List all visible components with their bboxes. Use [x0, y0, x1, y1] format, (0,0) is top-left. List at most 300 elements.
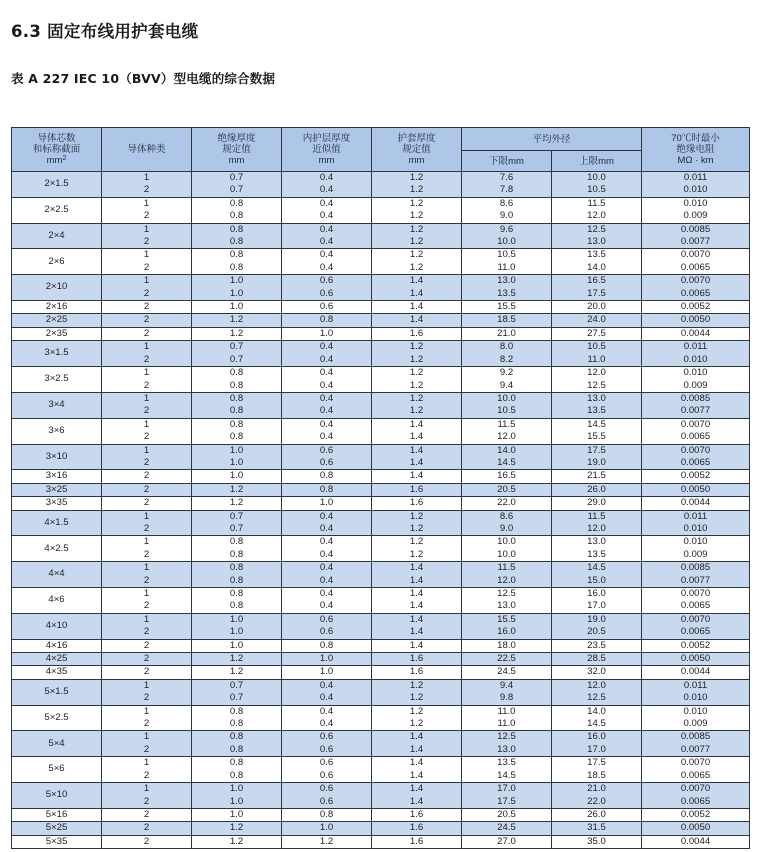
od-lower-cell: 24.5 [462, 666, 552, 679]
inner-sheath-cell: 1.0 [282, 666, 372, 679]
header-insulation [192, 128, 282, 172]
conductor-type-cell: 2 [102, 210, 192, 223]
resistance-cell: 0.009 [642, 718, 750, 731]
conductor-type-cell: 2 [102, 184, 192, 197]
od-lower-cell: 12.5 [462, 731, 552, 744]
od-lower-cell: 10.0 [462, 549, 552, 562]
resistance-cell: 0.0077 [642, 405, 750, 418]
spec-cell: 2×25 [12, 314, 102, 327]
inner-sheath-cell: 0.4 [282, 692, 372, 705]
od-lower-cell: 27.0 [462, 835, 552, 848]
insulation-cell: 1.0 [192, 639, 282, 652]
od-upper-cell: 31.5 [552, 822, 642, 835]
conductor-type-cell: 2 [102, 600, 192, 613]
sheath-cell: 1.6 [372, 483, 462, 496]
inner-sheath-cell: 0.4 [282, 588, 372, 601]
conductor-type-cell: 1 [102, 249, 192, 262]
inner-sheath-cell: 1.0 [282, 327, 372, 340]
spec-cell: 3×35 [12, 497, 102, 510]
od-lower-cell: 7.8 [462, 184, 552, 197]
od-lower-cell: 15.5 [462, 301, 552, 314]
inner-sheath-cell: 0.6 [282, 301, 372, 314]
spec-cell: 4×6 [12, 588, 102, 614]
table-row [12, 341, 750, 354]
inner-sheath-cell: 0.4 [282, 172, 372, 185]
insulation-cell: 0.7 [192, 510, 282, 523]
od-lower-cell: 10.5 [462, 405, 552, 418]
table-row [12, 588, 750, 601]
insulation-cell: 0.8 [192, 236, 282, 249]
insulation-cell: 0.8 [192, 367, 282, 380]
sheath-cell: 1.2 [372, 718, 462, 731]
header-resistance [642, 128, 750, 172]
inner-sheath-cell: 0.4 [282, 249, 372, 262]
od-lower-cell: 11.0 [462, 262, 552, 275]
od-upper-cell: 14.0 [552, 705, 642, 718]
spec-cell: 5×1.5 [12, 679, 102, 705]
resistance-cell: 0.0070 [642, 757, 750, 770]
od-upper-cell: 14.0 [552, 262, 642, 275]
resistance-cell: 0.0077 [642, 575, 750, 588]
sheath-cell: 1.2 [372, 197, 462, 210]
sheath-cell: 1.2 [372, 172, 462, 185]
od-lower-cell: 9.0 [462, 210, 552, 223]
table-row [12, 731, 750, 744]
header-inner-sheath [282, 128, 372, 172]
spec-cell: 3×25 [12, 483, 102, 496]
inner-sheath-cell: 1.0 [282, 653, 372, 666]
table-row [12, 327, 750, 340]
sheath-cell: 1.4 [372, 575, 462, 588]
resistance-cell: 0.0070 [642, 444, 750, 457]
sheath-cell: 1.4 [372, 770, 462, 783]
header-avg-od: 平均外径 [462, 128, 642, 151]
inner-sheath-cell: 0.6 [282, 613, 372, 626]
inner-sheath-cell: 0.4 [282, 392, 372, 405]
od-lower-cell: 13.5 [462, 757, 552, 770]
od-lower-cell: 18.0 [462, 639, 552, 652]
resistance-cell: 0.0077 [642, 744, 750, 757]
spec-cell: 5×10 [12, 783, 102, 809]
header-inner-sheath-line1: 内护层厚度 [302, 133, 351, 144]
table-row [12, 249, 750, 262]
resistance-cell: 0.0065 [642, 626, 750, 639]
conductor-type-cell: 1 [102, 588, 192, 601]
od-upper-cell: 16.0 [552, 731, 642, 744]
table-row [12, 197, 750, 210]
insulation-cell: 0.7 [192, 354, 282, 367]
resistance-cell: 0.010 [642, 705, 750, 718]
table-row [12, 431, 750, 444]
sheath-cell: 1.2 [372, 549, 462, 562]
table-row [12, 613, 750, 626]
insulation-cell: 0.7 [192, 523, 282, 536]
insulation-cell: 0.8 [192, 431, 282, 444]
od-upper-cell: 16.0 [552, 588, 642, 601]
conductor-type-cell: 2 [102, 314, 192, 327]
insulation-cell: 0.7 [192, 679, 282, 692]
od-upper-cell: 27.5 [552, 327, 642, 340]
insulation-cell: 1.2 [192, 483, 282, 496]
od-upper-cell: 12.0 [552, 210, 642, 223]
od-upper-cell: 24.0 [552, 314, 642, 327]
insulation-cell: 0.8 [192, 718, 282, 731]
od-upper-cell: 11.5 [552, 197, 642, 210]
od-upper-cell: 17.5 [552, 444, 642, 457]
od-lower-cell: 16.5 [462, 470, 552, 483]
table-row [12, 392, 750, 405]
insulation-cell: 0.8 [192, 223, 282, 236]
inner-sheath-cell: 0.4 [282, 367, 372, 380]
insulation-cell: 1.0 [192, 470, 282, 483]
conductor-type-cell: 1 [102, 757, 192, 770]
od-upper-cell: 11.5 [552, 510, 642, 523]
inner-sheath-cell: 0.4 [282, 210, 372, 223]
insulation-cell: 0.8 [192, 705, 282, 718]
header-conductor-type: 导体种类 [102, 128, 192, 172]
conductor-type-cell: 2 [102, 666, 192, 679]
conductor-type-cell: 1 [102, 783, 192, 796]
table-row [12, 549, 750, 562]
table-row [12, 796, 750, 809]
resistance-cell: 0.0070 [642, 418, 750, 431]
table-row [12, 275, 750, 288]
header-spec-sup: 2 [62, 155, 67, 162]
table-row [12, 236, 750, 249]
resistance-cell: 0.0065 [642, 431, 750, 444]
table-row [12, 705, 750, 718]
od-lower-cell: 10.0 [462, 392, 552, 405]
sheath-cell: 1.2 [372, 380, 462, 393]
insulation-cell: 0.8 [192, 757, 282, 770]
conductor-type-cell: 1 [102, 731, 192, 744]
sheath-cell: 1.6 [372, 653, 462, 666]
resistance-cell: 0.010 [642, 354, 750, 367]
od-upper-cell: 15.0 [552, 575, 642, 588]
od-upper-cell: 17.0 [552, 744, 642, 757]
od-upper-cell: 14.5 [552, 718, 642, 731]
conductor-type-cell: 1 [102, 536, 192, 549]
insulation-cell: 0.7 [192, 172, 282, 185]
inner-sheath-cell: 0.6 [282, 783, 372, 796]
od-lower-cell: 11.5 [462, 562, 552, 575]
sheath-cell: 1.6 [372, 666, 462, 679]
od-upper-cell: 14.5 [552, 562, 642, 575]
resistance-cell: 0.010 [642, 184, 750, 197]
od-lower-cell: 14.5 [462, 770, 552, 783]
table-row [12, 757, 750, 770]
insulation-cell: 1.2 [192, 314, 282, 327]
spec-cell: 2×10 [12, 275, 102, 301]
sheath-cell: 1.2 [372, 367, 462, 380]
inner-sheath-cell: 0.4 [282, 523, 372, 536]
table-row [12, 808, 750, 821]
od-upper-cell: 12.5 [552, 223, 642, 236]
table-row [12, 822, 750, 835]
od-lower-cell: 22.0 [462, 497, 552, 510]
inner-sheath-cell: 0.4 [282, 718, 372, 731]
spec-cell: 2×6 [12, 249, 102, 275]
conductor-type-cell: 1 [102, 341, 192, 354]
insulation-cell: 1.0 [192, 457, 282, 470]
resistance-cell: 0.0052 [642, 639, 750, 652]
header-insulation-line3: mm [228, 155, 245, 166]
insulation-cell: 1.2 [192, 327, 282, 340]
conductor-type-cell: 2 [102, 301, 192, 314]
insulation-cell: 1.0 [192, 301, 282, 314]
od-lower-cell: 10.5 [462, 249, 552, 262]
insulation-cell: 1.0 [192, 275, 282, 288]
spec-cell: 2×4 [12, 223, 102, 249]
table-row [12, 666, 750, 679]
od-lower-cell: 9.8 [462, 692, 552, 705]
inner-sheath-cell: 0.4 [282, 705, 372, 718]
spec-cell: 5×35 [12, 835, 102, 848]
conductor-type-cell: 2 [102, 639, 192, 652]
conductor-type-cell: 2 [102, 808, 192, 821]
od-lower-cell: 10.0 [462, 536, 552, 549]
table-row [12, 626, 750, 639]
conductor-type-cell: 1 [102, 613, 192, 626]
table-row [12, 510, 750, 523]
od-upper-cell: 20.0 [552, 301, 642, 314]
conductor-type-cell: 2 [102, 497, 192, 510]
od-lower-cell: 18.5 [462, 314, 552, 327]
header-spec-unit [12, 155, 101, 166]
table-row [12, 444, 750, 457]
od-lower-cell: 13.0 [462, 275, 552, 288]
sheath-cell: 1.6 [372, 497, 462, 510]
spec-cell: 5×16 [12, 808, 102, 821]
inner-sheath-cell: 0.6 [282, 731, 372, 744]
conductor-type-cell: 1 [102, 444, 192, 457]
od-lower-cell: 11.0 [462, 705, 552, 718]
conductor-type-cell: 2 [102, 457, 192, 470]
sheath-cell: 1.2 [372, 392, 462, 405]
table-row [12, 483, 750, 496]
table-row [12, 497, 750, 510]
sheath-cell: 1.6 [372, 327, 462, 340]
table-row [12, 536, 750, 549]
insulation-cell: 0.8 [192, 562, 282, 575]
od-upper-cell: 17.0 [552, 600, 642, 613]
insulation-cell: 1.2 [192, 666, 282, 679]
inner-sheath-cell: 1.0 [282, 497, 372, 510]
od-upper-cell: 10.0 [552, 172, 642, 185]
resistance-cell: 0.0044 [642, 835, 750, 848]
resistance-cell: 0.009 [642, 210, 750, 223]
od-lower-cell: 22.5 [462, 653, 552, 666]
table-row [12, 653, 750, 666]
table-row [12, 314, 750, 327]
resistance-cell: 0.0070 [642, 613, 750, 626]
sheath-cell: 1.4 [372, 431, 462, 444]
conductor-type-cell: 2 [102, 575, 192, 588]
resistance-cell: 0.0052 [642, 470, 750, 483]
sheath-cell: 1.2 [372, 210, 462, 223]
resistance-cell: 0.011 [642, 679, 750, 692]
section-title: 6.3 固定布线用护套电缆 [11, 22, 199, 41]
table-row [12, 835, 750, 848]
od-upper-cell: 22.0 [552, 796, 642, 809]
insulation-cell: 0.8 [192, 392, 282, 405]
conductor-type-cell: 2 [102, 653, 192, 666]
sheath-cell: 1.4 [372, 613, 462, 626]
conductor-type-cell: 1 [102, 705, 192, 718]
insulation-cell: 0.8 [192, 575, 282, 588]
od-upper-cell: 23.5 [552, 639, 642, 652]
resistance-cell: 0.009 [642, 380, 750, 393]
od-upper-cell: 28.5 [552, 653, 642, 666]
resistance-cell: 0.0065 [642, 288, 750, 301]
inner-sheath-cell: 0.6 [282, 444, 372, 457]
od-upper-cell: 15.5 [552, 431, 642, 444]
od-upper-cell: 20.5 [552, 626, 642, 639]
table-row [12, 744, 750, 757]
conductor-type-cell: 2 [102, 288, 192, 301]
header-resistance-line1: 70℃时最小 [671, 133, 720, 144]
insulation-cell: 0.8 [192, 549, 282, 562]
insulation-cell: 1.0 [192, 808, 282, 821]
inner-sheath-cell: 0.6 [282, 288, 372, 301]
od-upper-cell: 10.5 [552, 184, 642, 197]
od-lower-cell: 9.6 [462, 223, 552, 236]
spec-cell: 4×25 [12, 653, 102, 666]
od-upper-cell: 19.0 [552, 457, 642, 470]
spec-cell: 3×2.5 [12, 367, 102, 393]
inner-sheath-cell: 1.0 [282, 822, 372, 835]
od-lower-cell: 12.0 [462, 431, 552, 444]
resistance-cell: 0.010 [642, 523, 750, 536]
resistance-cell: 0.0077 [642, 236, 750, 249]
od-lower-cell: 9.4 [462, 679, 552, 692]
conductor-type-cell: 2 [102, 354, 192, 367]
inner-sheath-cell: 1.2 [282, 835, 372, 848]
resistance-cell: 0.0065 [642, 262, 750, 275]
inner-sheath-cell: 0.4 [282, 679, 372, 692]
od-lower-cell: 10.0 [462, 236, 552, 249]
inner-sheath-cell: 0.4 [282, 380, 372, 393]
table-row [12, 523, 750, 536]
insulation-cell: 0.8 [192, 249, 282, 262]
spec-cell: 3×4 [12, 392, 102, 418]
sheath-cell: 1.2 [372, 249, 462, 262]
header-sheath-line3: mm [408, 155, 425, 166]
header-sheath-line2: 规定值 [402, 144, 431, 155]
od-lower-cell: 9.2 [462, 367, 552, 380]
conductor-type-cell: 1 [102, 275, 192, 288]
inner-sheath-cell: 0.4 [282, 600, 372, 613]
insulation-cell: 1.2 [192, 822, 282, 835]
spec-cell: 2×2.5 [12, 197, 102, 223]
spec-cell: 3×16 [12, 470, 102, 483]
insulation-cell: 0.8 [192, 197, 282, 210]
inner-sheath-cell: 0.8 [282, 314, 372, 327]
table-body [12, 172, 750, 849]
conductor-type-cell: 1 [102, 172, 192, 185]
inner-sheath-cell: 0.4 [282, 431, 372, 444]
insulation-cell: 0.8 [192, 536, 282, 549]
od-lower-cell: 20.5 [462, 483, 552, 496]
conductor-type-cell: 1 [102, 679, 192, 692]
inner-sheath-cell: 0.6 [282, 626, 372, 639]
conductor-type-cell: 2 [102, 523, 192, 536]
sheath-cell: 1.4 [372, 588, 462, 601]
cable-data-table [11, 127, 750, 849]
od-lower-cell: 20.5 [462, 808, 552, 821]
sheath-cell: 1.4 [372, 457, 462, 470]
resistance-cell: 0.011 [642, 510, 750, 523]
insulation-cell: 0.8 [192, 770, 282, 783]
sheath-cell: 1.4 [372, 731, 462, 744]
insulation-cell: 0.8 [192, 588, 282, 601]
resistance-cell: 0.0070 [642, 783, 750, 796]
od-upper-cell: 35.0 [552, 835, 642, 848]
conductor-type-cell: 2 [102, 549, 192, 562]
sheath-cell: 1.2 [372, 510, 462, 523]
sheath-cell: 1.2 [372, 354, 462, 367]
sheath-cell: 1.6 [372, 822, 462, 835]
header-resistance-line3: MΩ · km [677, 155, 714, 166]
sheath-cell: 1.2 [372, 262, 462, 275]
resistance-cell: 0.010 [642, 367, 750, 380]
spec-cell: 2×35 [12, 327, 102, 340]
resistance-cell: 0.0065 [642, 770, 750, 783]
sheath-cell: 1.2 [372, 184, 462, 197]
spec-cell: 5×4 [12, 731, 102, 757]
od-upper-cell: 11.0 [552, 354, 642, 367]
header-sheath [372, 128, 462, 172]
inner-sheath-cell: 0.4 [282, 354, 372, 367]
insulation-cell: 1.2 [192, 497, 282, 510]
spec-cell: 5×2.5 [12, 705, 102, 731]
sheath-cell: 1.4 [372, 744, 462, 757]
od-upper-cell: 13.0 [552, 536, 642, 549]
sheath-cell: 1.2 [372, 679, 462, 692]
table-row [12, 692, 750, 705]
inner-sheath-cell: 0.4 [282, 262, 372, 275]
table-caption: 表 A 227 IEC 10（BVV）型电缆的综合数据 [11, 71, 276, 86]
od-upper-cell: 12.5 [552, 380, 642, 393]
table-row [12, 600, 750, 613]
resistance-cell: 0.0044 [642, 666, 750, 679]
table-row [12, 562, 750, 575]
inner-sheath-cell: 0.4 [282, 223, 372, 236]
table-row [12, 380, 750, 393]
resistance-cell: 0.010 [642, 692, 750, 705]
sheath-cell: 1.4 [372, 275, 462, 288]
cable-data-table-container [11, 127, 749, 849]
spec-cell: 4×2.5 [12, 536, 102, 562]
spec-cell: 5×6 [12, 757, 102, 783]
insulation-cell: 1.2 [192, 835, 282, 848]
header-upper-limit: 上限mm [552, 151, 642, 172]
od-lower-cell: 11.5 [462, 418, 552, 431]
table-row [12, 288, 750, 301]
resistance-cell: 0.0085 [642, 731, 750, 744]
resistance-cell: 0.0050 [642, 822, 750, 835]
table-row [12, 470, 750, 483]
resistance-cell: 0.0050 [642, 483, 750, 496]
table-row [12, 639, 750, 652]
insulation-cell: 0.7 [192, 184, 282, 197]
inner-sheath-cell: 0.4 [282, 562, 372, 575]
header-spec-line3: mm [46, 155, 63, 166]
conductor-type-cell: 2 [102, 327, 192, 340]
conductor-type-cell: 2 [102, 626, 192, 639]
resistance-cell: 0.0065 [642, 796, 750, 809]
insulation-cell: 0.8 [192, 600, 282, 613]
